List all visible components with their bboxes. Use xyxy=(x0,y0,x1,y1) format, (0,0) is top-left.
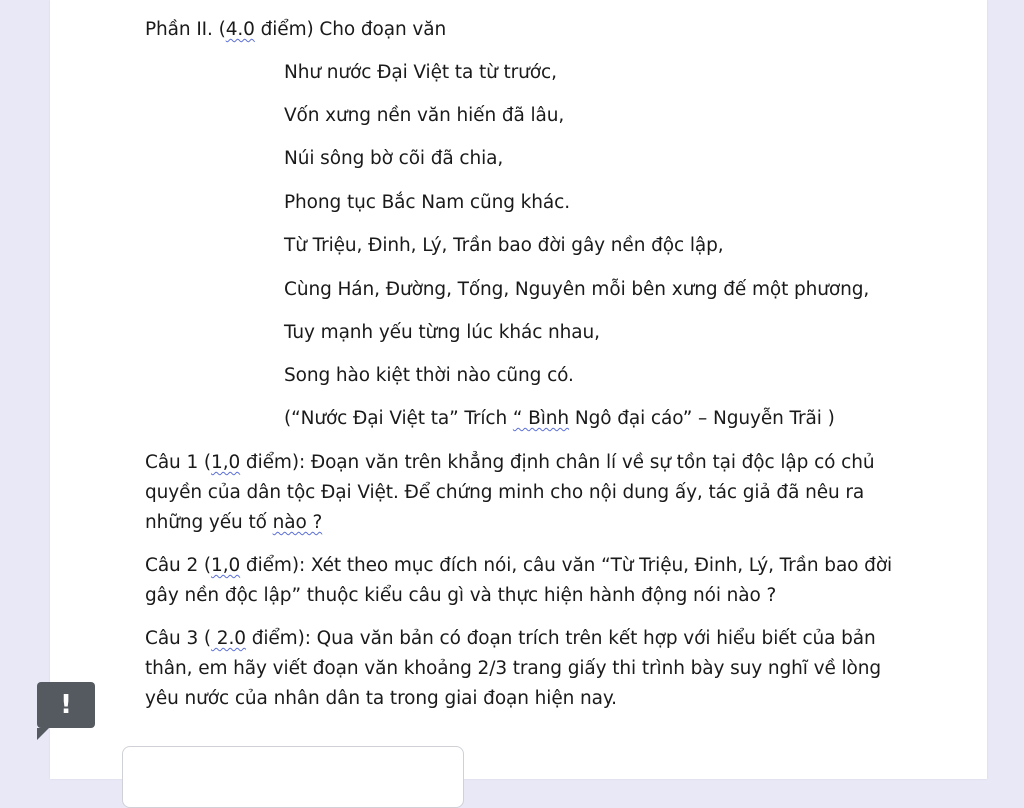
heading-score: 4.0 xyxy=(225,19,255,40)
question-tail: nào ? xyxy=(272,512,323,533)
question-prefix: Câu 3 ( xyxy=(145,628,212,649)
source-suffix: Ngô đại cáo” – Nguyễn Trãi ) xyxy=(569,408,835,429)
source-work: “ Bình xyxy=(512,408,570,429)
question-prefix: Câu 1 ( xyxy=(145,452,212,473)
poem-line: Như nước Đại Việt ta từ trước, xyxy=(284,62,557,83)
report-button[interactable] xyxy=(37,682,95,728)
heading-prefix: Phần II. ( xyxy=(145,19,226,40)
question-body: điểm): Qua văn bản có đoạn trích trên kết hợp với hiểu biết của bản thân, em hãy viết đoạn văn khoảng 2/3 trang giấy thi trình bày suy nghĩ về lòng yêu nước của nhân dân ta trong giai đoạn hiện nay. xyxy=(145,628,882,709)
question-score: 2.0 xyxy=(211,628,246,649)
question-score: 1,0 xyxy=(211,555,241,576)
poem-line: Cùng Hán, Đường, Tống, Nguyên mỗi bên xưng đế một phương, xyxy=(284,279,870,300)
answer-input[interactable] xyxy=(122,746,464,808)
source-prefix: (“Nước Đại Việt ta” Trích xyxy=(284,408,513,429)
question-3 xyxy=(145,624,890,714)
poem-line: Tuy mạnh yếu từng lúc khác nhau, xyxy=(284,322,600,343)
heading-suffix: điểm) Cho đoạn văn xyxy=(254,19,447,40)
poem-line: Núi sông bờ cõi đã chia, xyxy=(284,148,504,169)
question-1 xyxy=(145,448,925,538)
exclamation-icon: ! xyxy=(60,690,72,720)
question-score: 1,0 xyxy=(211,452,241,473)
poem-line: Phong tục Bắc Nam cũng khác. xyxy=(284,192,571,213)
poem-line: Từ Triệu, Đinh, Lý, Trần bao đời gây nền độc lập, xyxy=(284,235,724,256)
question-body: điểm): Đoạn văn trên khẳng định chân lí về sự tồn tại độc lập có chủ quyền của dân tộc Đại Việt. Để chứng minh cho nội dung ấy, tác giả đã nêu ra những yếu tố xyxy=(145,452,875,533)
source-citation xyxy=(284,408,835,429)
question-prefix: Câu 2 ( xyxy=(145,555,212,576)
question-2 xyxy=(145,551,915,611)
poem-line: Vốn xưng nền văn hiến đã lâu, xyxy=(284,105,565,126)
section-heading xyxy=(145,19,446,40)
question-body: điểm): Xét theo mục đích nói, câu văn “Từ Triệu, Đinh, Lý, Trần bao đời gây nền độc lập” thuộc kiểu câu gì và thực hiện hành động nói nào ? xyxy=(145,555,893,606)
poem-line: Song hào kiệt thời nào cũng có. xyxy=(284,365,574,386)
